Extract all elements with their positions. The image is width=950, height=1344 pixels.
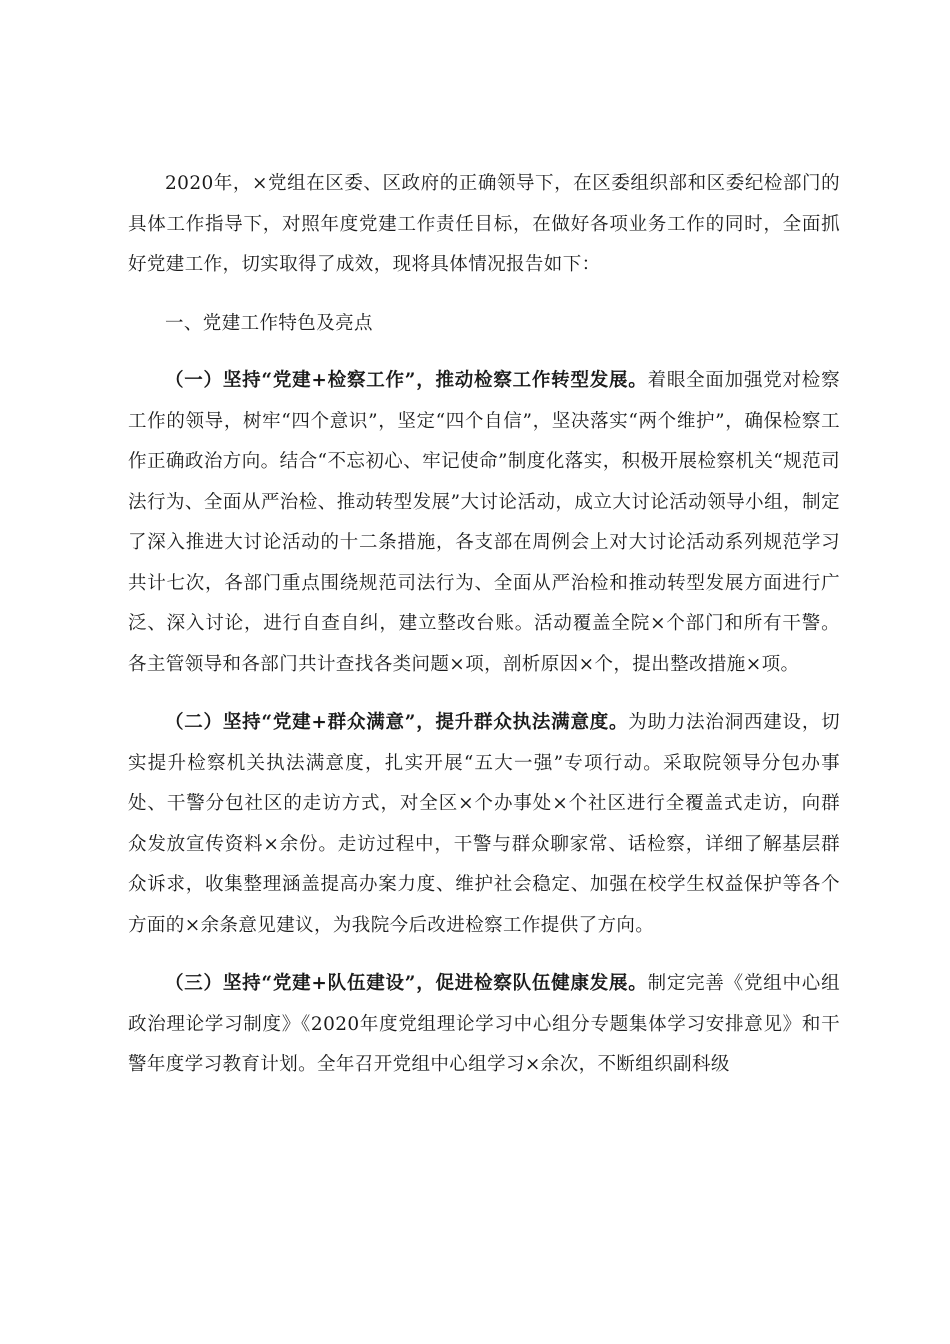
item-body-1: 着眼全面加强党对检察工作的领导，树牢“四个意识”，坚定“四个自信”，坚决落实“两个维护”，确保检察工作正确政治方向。结合“不忘初心、牢记使命”制度化落实，积极开展检察机关“规范司法行为、全面从严治检、推动转型发展”大讨论活动，成立大讨论活动领导小组，制定了深入推进大讨论活动的十二条措施，各支部在周例会上对大讨论活动系列规范学习共计七次，各部门重点围绕规范司法行为、全面从严治检和推动转型发展方面进行广泛、深入讨论，进行自查自纠，建立整改台账。活动覆盖全院×个部门和所有干警。各主管领导和各部门共计查找各类问题×项，剖析原因×个，提出整改措施×项。 [128,370,840,675]
item-paragraph-1 [128,361,840,685]
item-body-2: 为助力法治洞西建设，切实提升检察机关执法满意度，扎实开展“五大一强”专项行动。采取院领导分包办事处、干警分包社区的走访方式，对全区×个办事处×个社区进行全覆盖式走访，向群众发放宣传资料×余份。走访过程中，干警与群众聊家常、话检察，详细了解基层群众诉求，收集整理涵盖提高办案力度、维护社会稳定、加强在校学生权益保护等各个方面的×余条意见建议，为我院今后改进检察工作提供了方向。 [128,712,840,936]
document-body [128,164,840,1104]
section-heading: 一、党建工作特色及亮点 [165,312,373,334]
item-paragraph-3 [128,964,840,1086]
intro-paragraph: 2020年，×党组在区委、区政府的正确领导下，在区委组织部和区委纪检部门的具体工作指导下，对照年度党建工作责任目标，在做好各项业务工作的同时，全面抓好党建工作，切实取得了成效，现将具体情况报告如下： [128,173,840,275]
item-lead-1: （一）坚持“党建+检察工作”，推动检察工作转型发展。 [165,370,648,391]
item-lead-2: （二）坚持“党建+群众满意”，提升群众执法满意度。 [165,712,629,733]
item-paragraph-2 [128,703,840,946]
item-lead-3: （三）坚持“党建+队伍建设”，促进检察队伍健康发展。 [165,973,648,994]
item-body-3: 制定完善《党组中心组政治理论学习制度》《2020年度党组理论学习中心组分专题集体学习安排意见》和干警年度学习教育计划。全年召开党组中心组学习×余次，不断组织副科级 [128,973,840,1075]
